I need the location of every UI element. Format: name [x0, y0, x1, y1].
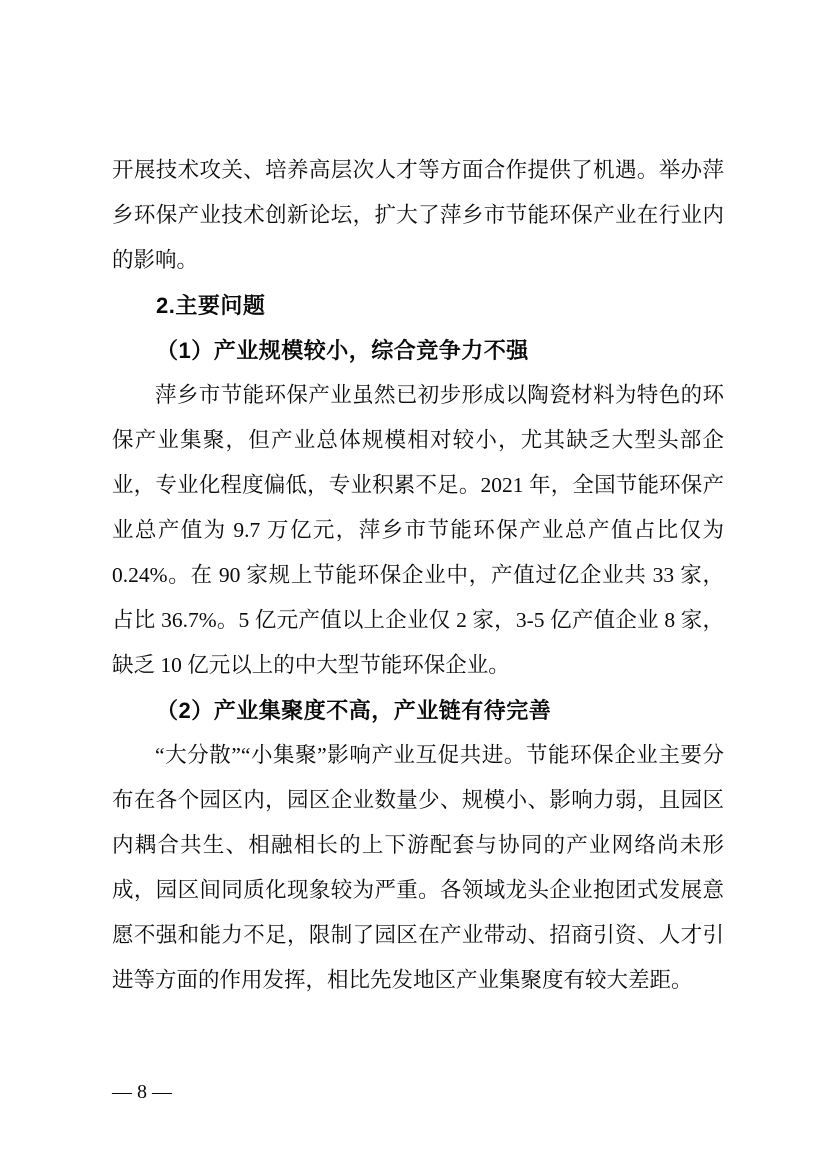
subsection-body-industry-scale: 萍乡市节能环保产业虽然已初步形成以陶瓷材料为特色的环保产业集聚，但产业总体规模相对较小，尤其缺乏大型头部企业，专业化程度偏低，专业积累不足。2021 年，全国节能环保产业总产值为 9.7 万亿元，萍乡市节能环保产业总产值占比仅为0.24%。在 90 家规上节能环保企业中，产值过亿企业共 33 家，占比 36.7%。5 亿元产值以上企业仅 2 家，3-5 亿产值企业 8 家，缺乏 10 亿元以上的中大型节能环保企业。 [112, 383, 724, 677]
subsection-heading-industry-scale: （1）产业规模较小，综合竞争力不强 [156, 338, 529, 363]
subsection-heading-industry-cluster: （2）产业集聚度不高，产业链有待完善 [156, 698, 552, 723]
document-content [112, 148, 724, 1003]
subsection-body-industry-cluster: “大分散”“小集聚”影响产业互促共进。节能环保企业主要分布在各个园区内，园区企业数量少、规模小、影响力弱，且园区内耦合共生、相融相长的上下游配套与协同的产业网络尚未形成，园区间同质化现象较为严重。各领域龙头企业抱团式发展意愿不强和能力不足，限制了园区在产业带动、招商引资、人才引进等方面的作用发挥，相比先发地区产业集聚度有较大差距。 [112, 743, 724, 992]
continuation-paragraph: 开展技术攻关、培养高层次人才等方面合作提供了机遇。举办萍乡环保产业技术创新论坛，扩大了萍乡市节能环保产业在行业内的影响。 [112, 158, 724, 272]
section-heading-main-problems: 2.主要问题 [156, 293, 266, 318]
page-number: — 8 — [112, 1081, 172, 1103]
